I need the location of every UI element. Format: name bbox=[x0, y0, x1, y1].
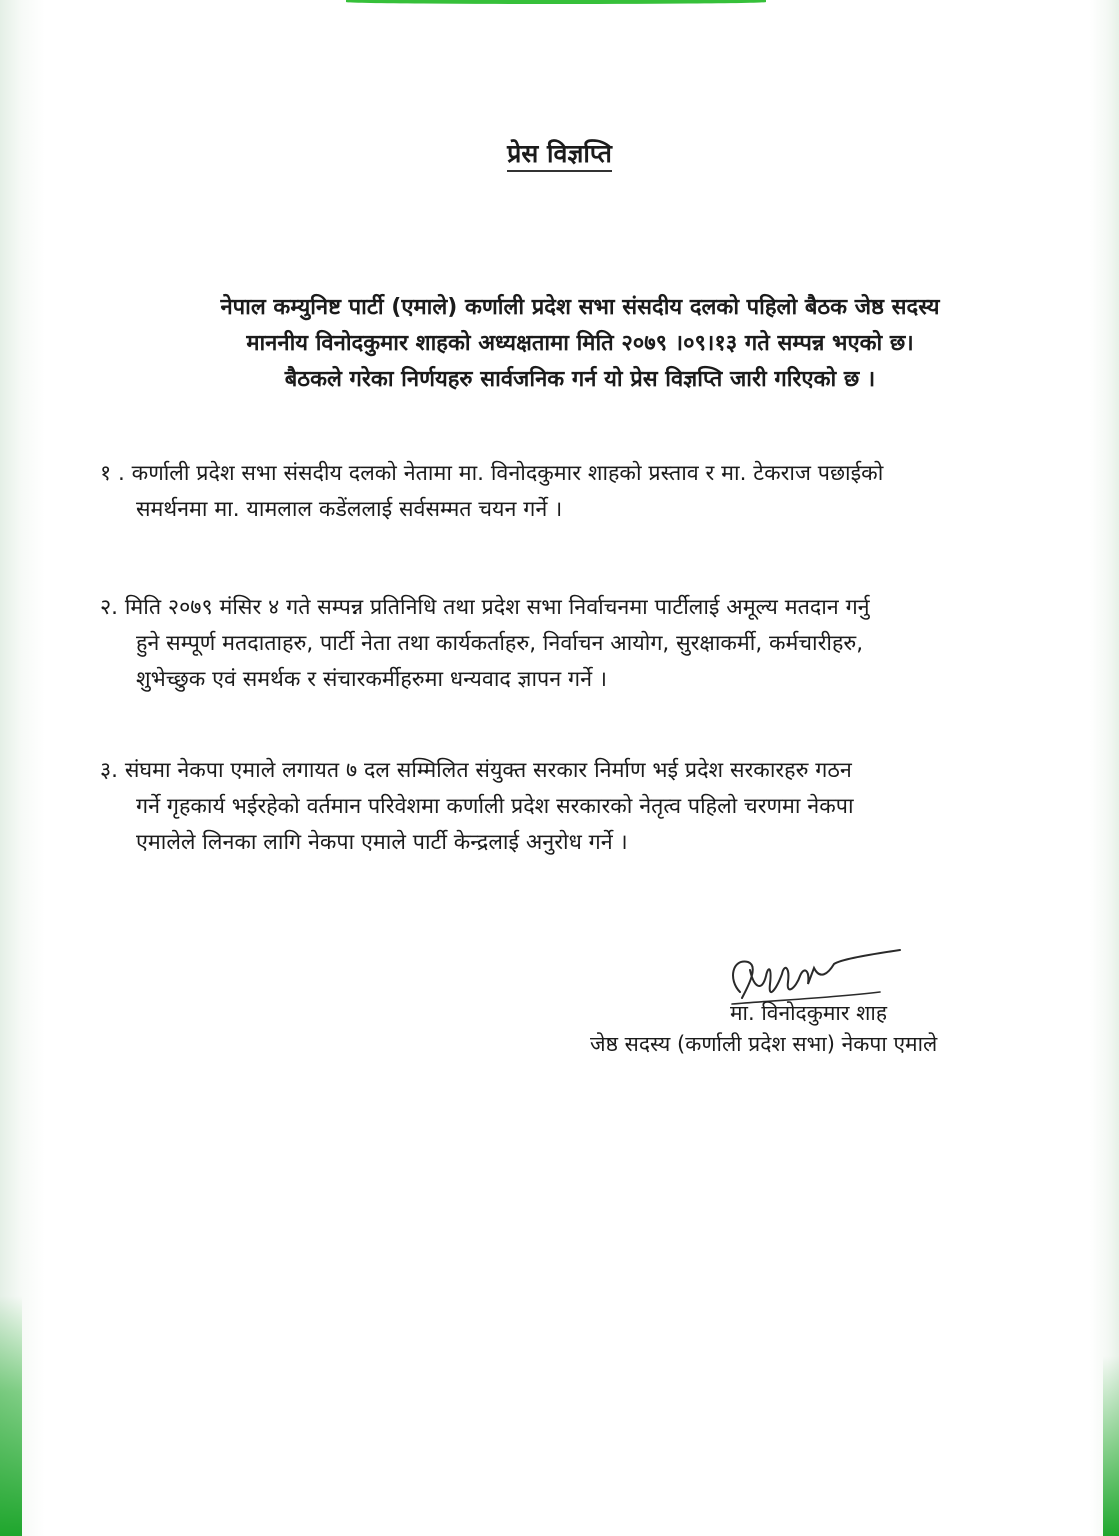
decision-item-3 bbox=[100, 753, 1060, 861]
intro-paragraph bbox=[100, 290, 1060, 398]
title-text: प्रेस विज्ञप्ति bbox=[507, 139, 612, 172]
top-green-accent bbox=[346, 0, 766, 4]
item-line: एमालेले लिनका लागि नेकपा एमाले पार्टी केन्द्रलाई अनुरोध गर्ने । bbox=[136, 830, 628, 855]
item-line: गर्ने गृहकार्य भईरहेको वर्तमान परिवेशमा कर्णाली प्रदेश सरकारको नेतृत्व पहिलो चरणमा नेकपा bbox=[136, 794, 854, 819]
intro-line: नेपाल कम्युनिष्ट पार्टी (एमाले) कर्णाली प्रदेश सभा संसदीय दलको पहिलो बैठक जेष्ठ सदस्य bbox=[220, 295, 940, 320]
signatory-title: जेष्ठ सदस्य (कर्णाली प्रदेश सभा) नेकपा एमाले bbox=[590, 1032, 938, 1056]
intro-line: माननीय विनोदकुमार शाहको अध्यक्षतामा मिति २०७९ ।०९।१३ गते सम्पन्न भएको छ। bbox=[246, 331, 914, 356]
document-title bbox=[0, 136, 1119, 170]
item-line: २. मिति २०७९ मंसिर ४ गते सम्पन्न प्रतिनिधि तथा प्रदेश सभा निर्वाचनमा पार्टीलाई अमूल्य मतदान गर्नु bbox=[100, 595, 870, 620]
green-edge-right bbox=[1103, 1356, 1119, 1536]
item-line: १ . कर्णाली प्रदेश सभा संसदीय दलको नेतामा मा. विनोदकुमार शाहको प्रस्ताव र मा. टेकराज पछाईको bbox=[100, 461, 884, 486]
green-edge-left bbox=[0, 1296, 22, 1536]
item-line: शुभेच्छुक एवं समर्थक र संचारकर्मीहरुमा धन्यवाद ज्ञापन गर्ने । bbox=[136, 667, 608, 692]
item-line: हुने सम्पूर्ण मतदाताहरु, पार्टी नेता तथा कार्यकर्ताहरु, निर्वाचन आयोग, सुरक्षाकर्मी, कर्मचारीहरु, bbox=[136, 631, 864, 656]
item-line: समर्थनमा मा. यामलाल कडेंललाई सर्वसम्मत चयन गर्ने । bbox=[136, 497, 563, 522]
item-line: ३. संघमा नेकपा एमाले लगायत ७ दल सम्मिलित संयुक्त सरकार निर्माण भई प्रदेश सरकारहरु गठन bbox=[100, 758, 852, 783]
decision-item-2 bbox=[100, 590, 1060, 698]
decision-item-1 bbox=[100, 456, 1060, 528]
signatory-name: मा. विनोदकुमार शाह bbox=[730, 1001, 887, 1025]
intro-line: बैठकले गरेका निर्णयहरु सार्वजनिक गर्न यो प्रेस विज्ञप्ति जारी गरिएको छ । bbox=[284, 367, 876, 392]
